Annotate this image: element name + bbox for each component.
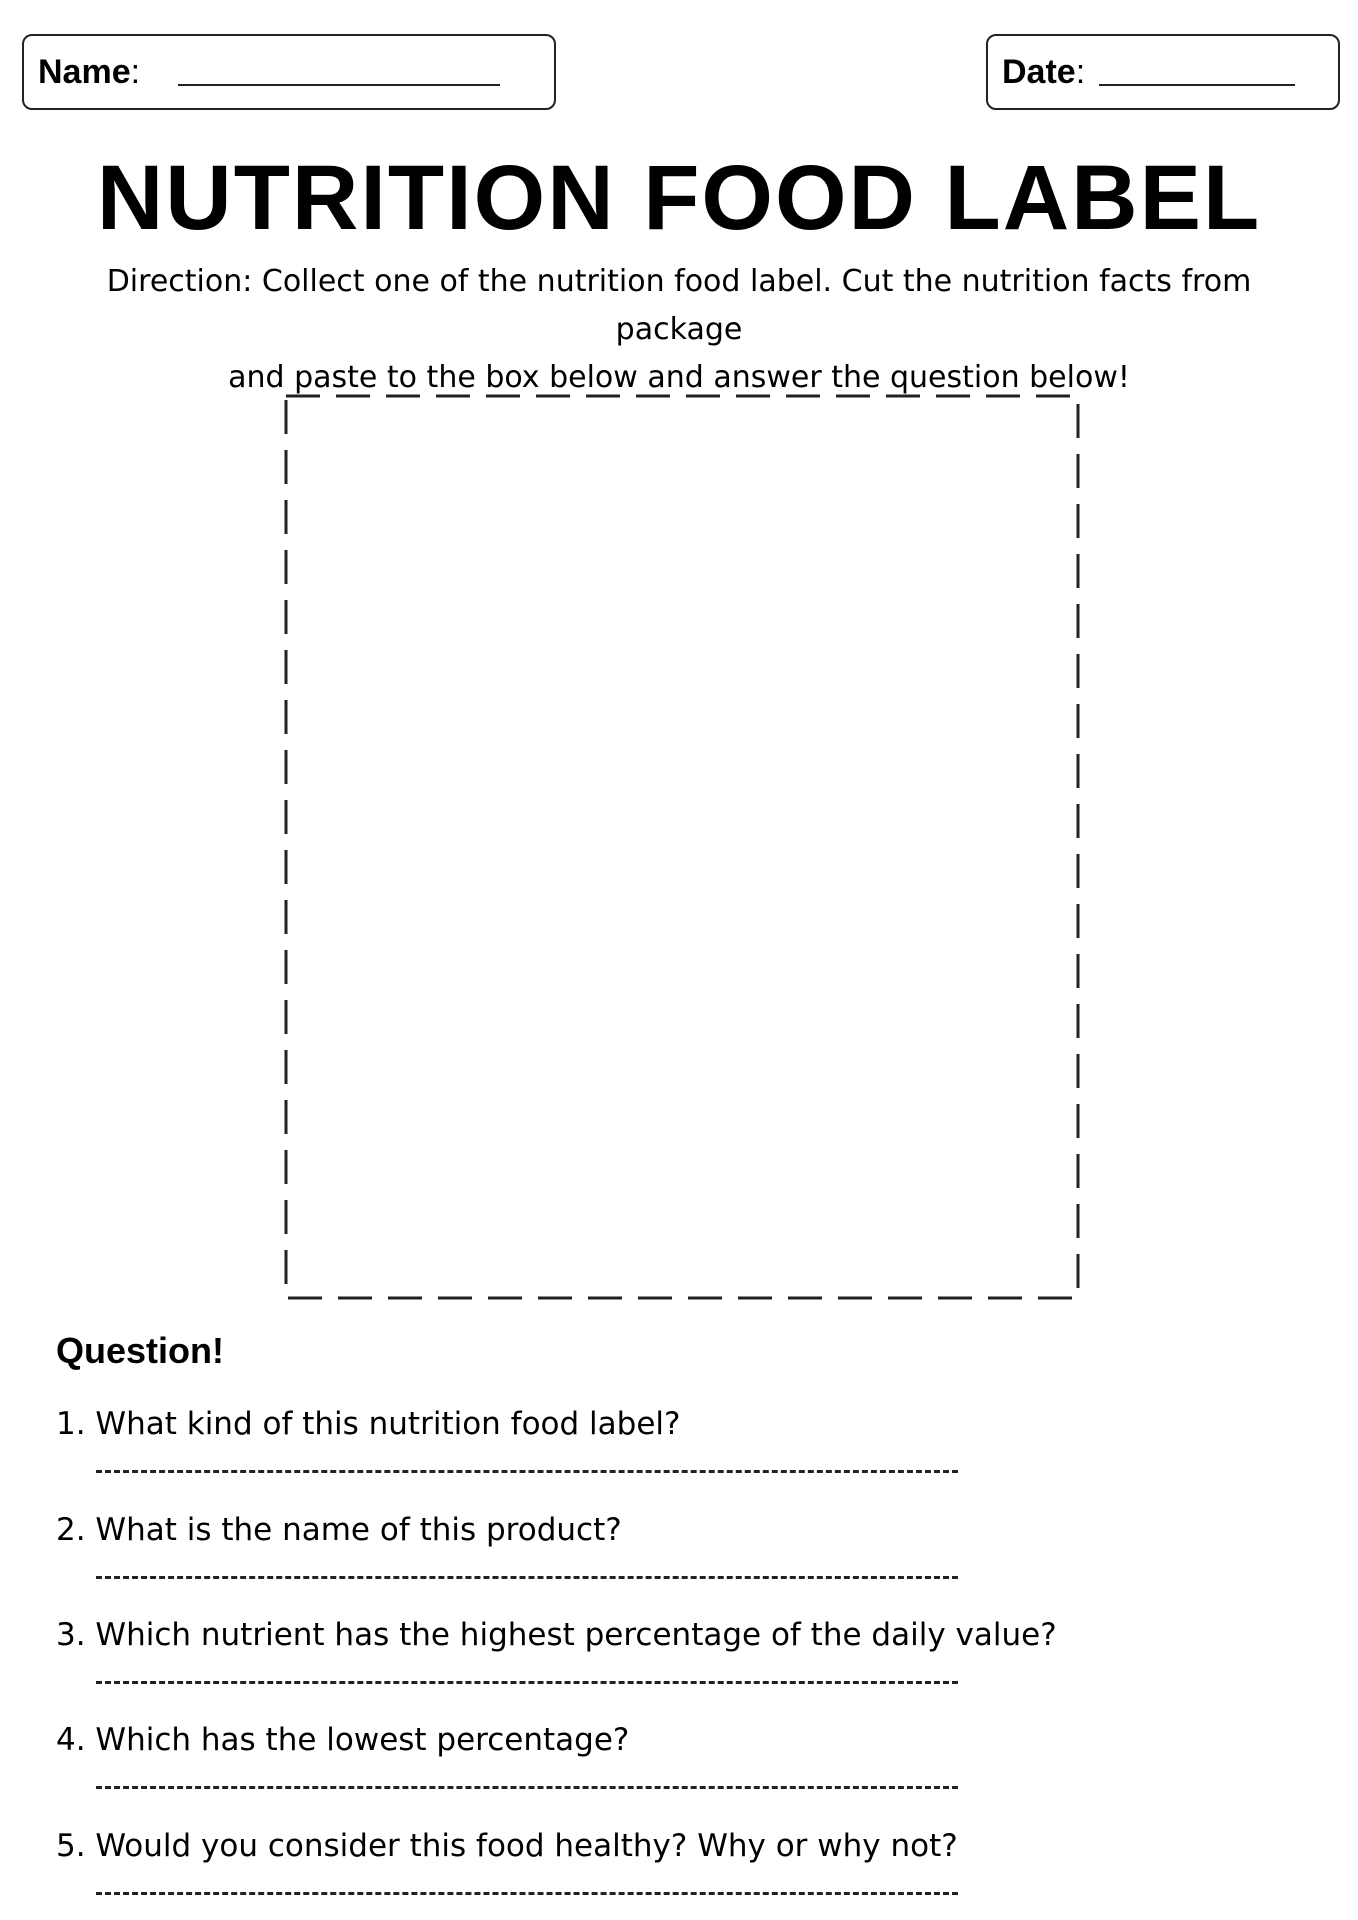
question-item-2 [56,1510,1316,1579]
question-text: 2. What is the name of this product? [56,1512,622,1548]
answer-line[interactable] [96,1892,958,1895]
name-label: Name [38,52,131,91]
date-label: Date [1002,52,1076,91]
question-item-4 [56,1720,1316,1789]
date-colon: : [1075,52,1086,91]
question-text: 1. What kind of this nutrition food label? [56,1406,681,1442]
direction-text [40,258,1318,402]
question-text: 5. Would you consider this food healthy? Why or why not? [56,1828,958,1864]
date-field-box [986,34,1340,110]
name-colon: : [130,52,141,91]
question-item-1 [56,1404,1316,1473]
paste-area-dashed-box[interactable] [284,394,1080,1300]
name-field-box [22,34,556,110]
answer-line[interactable] [96,1576,958,1579]
direction-line-2: and paste to the box below and answer the question below! [228,360,1130,395]
question-text: 4. Which has the lowest percentage? [56,1722,630,1758]
answer-line[interactable] [96,1786,958,1789]
question-item-5 [56,1826,1316,1895]
question-heading: Question! [56,1330,224,1371]
page-title: NUTRITION FOOD LABEL [96,147,1262,249]
answer-line[interactable] [96,1681,958,1684]
question-text: 3. Which nutrient has the highest percentage of the daily value? [56,1617,1057,1653]
direction-line-1: Direction: Collect one of the nutrition food label. Cut the nutrition facts from package [106,264,1252,347]
date-input-line[interactable] [1099,84,1295,86]
answer-line[interactable] [96,1470,958,1473]
question-item-3 [56,1615,1316,1684]
name-input-line[interactable] [178,84,500,86]
